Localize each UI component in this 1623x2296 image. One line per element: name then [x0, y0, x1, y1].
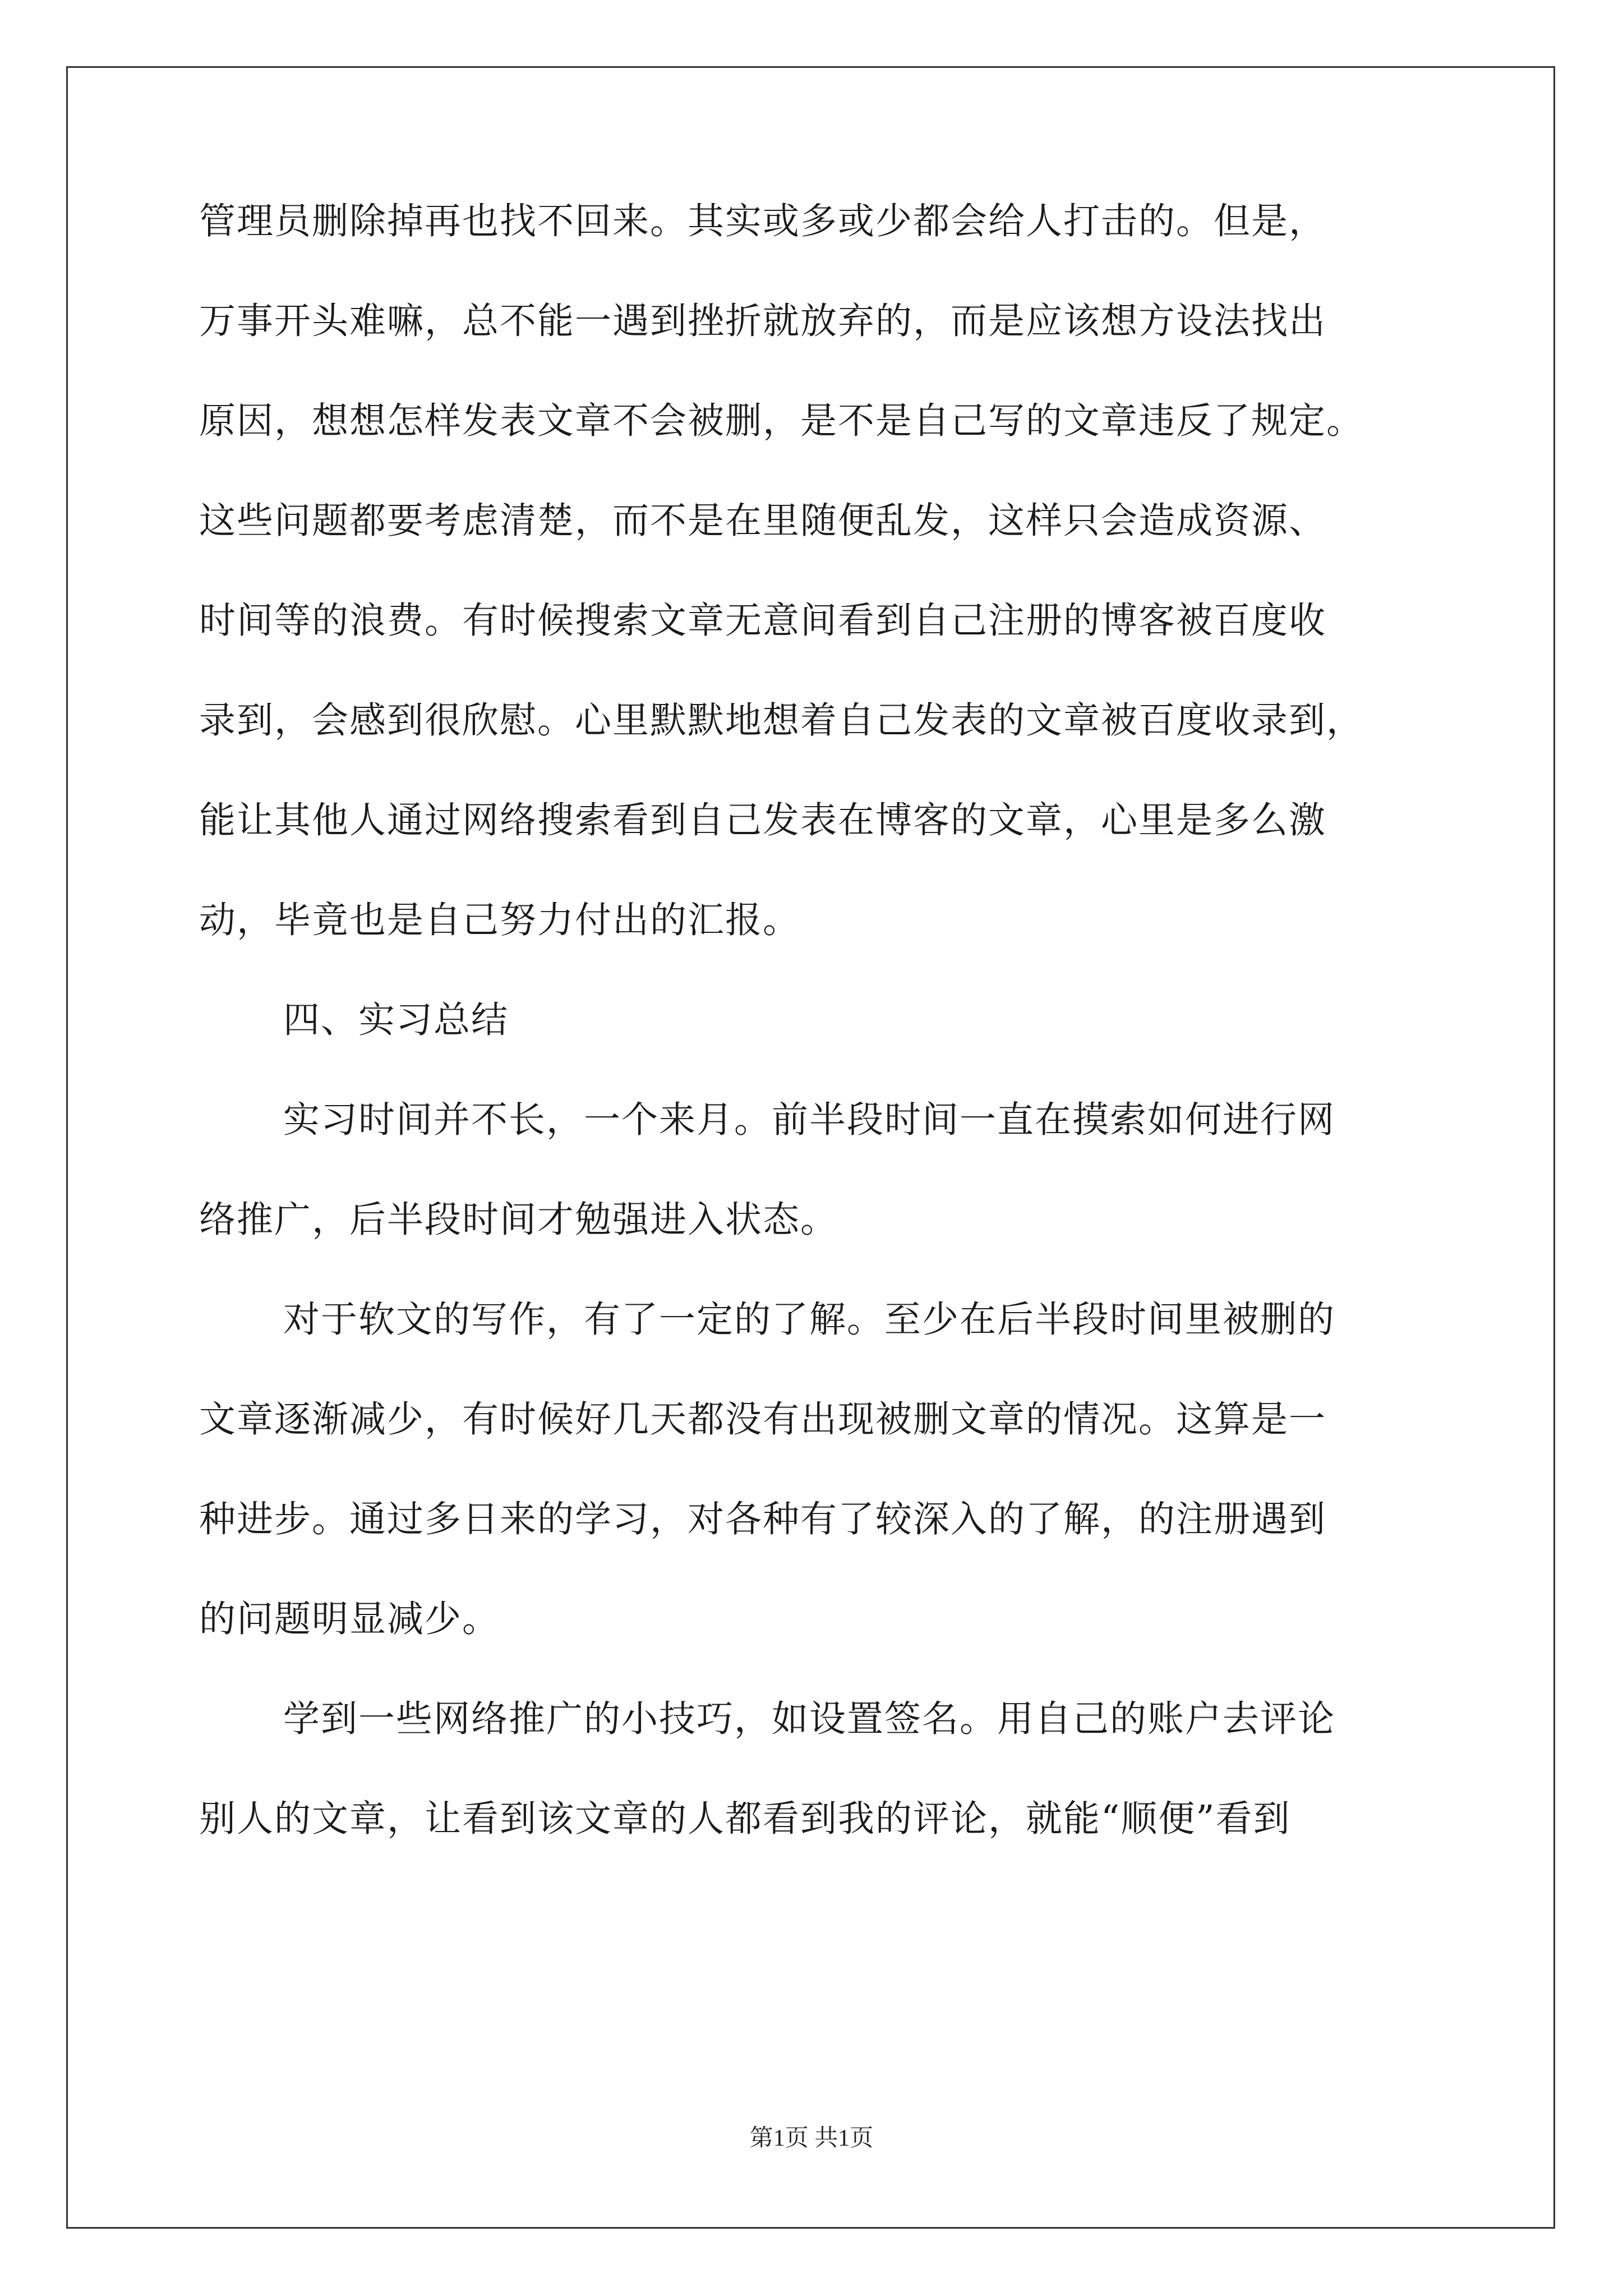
paragraph-line: 种进步。通过多日来的学习，对各种有了较深入的了解，的注册遇到 — [199, 1498, 1327, 1540]
page-border — [66, 66, 1555, 2229]
paragraph-line: 的问题明显减少。 — [199, 1598, 500, 1640]
paragraph-line: 实习时间并不长，一个来月。前半段时间一直在摸索如何进行网 — [283, 1099, 1336, 1141]
paragraph-line: 络推广，后半段时间才勉强进入状态。 — [199, 1199, 838, 1241]
page-number-footer: 第1页 共1页 — [749, 2125, 874, 2151]
paragraph-line: 管理员删除掉再也找不回来。其实或多或少都会给人打击的。但是， — [199, 200, 1327, 242]
paragraph-line: 时间等的浪费。有时候搜索文章无意间看到自己注册的博客被百度收 — [199, 600, 1327, 642]
paragraph-line: 对于软文的写作，有了一定的了解。至少在后半段时间里被删的 — [283, 1299, 1336, 1341]
section-heading: 四、实习总结 — [283, 999, 509, 1041]
paragraph-line: 万事开头难嘛，总不能一遇到挫折就放弃的，而是应该想方设法找出 — [199, 300, 1327, 342]
paragraph-line: 学到一些网络推广的小技巧，如设置签名。用自己的账户去评论 — [283, 1698, 1336, 1740]
paragraph-line: 动，毕竟也是自己努力付出的汇报。 — [199, 899, 801, 941]
paragraph-line: 能让其他人通过网络搜索看到自己发表在博客的文章，心里是多么激 — [199, 799, 1327, 841]
paragraph-line: 别人的文章，让看到该文章的人都看到我的评论，就能“顺便”看到 — [199, 1798, 1291, 1840]
paragraph-line: 录到，会感到很欣慰。心里默默地想着自己发表的文章被百度收录到， — [199, 700, 1364, 742]
paragraph-line: 文章逐渐减少，有时候好几天都没有出现被删文章的情况。这算是一 — [199, 1398, 1327, 1441]
paragraph-line: 原因，想想怎样发表文章不会被删，是不是自己写的文章违反了规定。 — [199, 400, 1364, 442]
paragraph-line: 这些问题都要考虑清楚，而不是在里随便乱发，这样只会造成资源、 — [199, 500, 1327, 542]
